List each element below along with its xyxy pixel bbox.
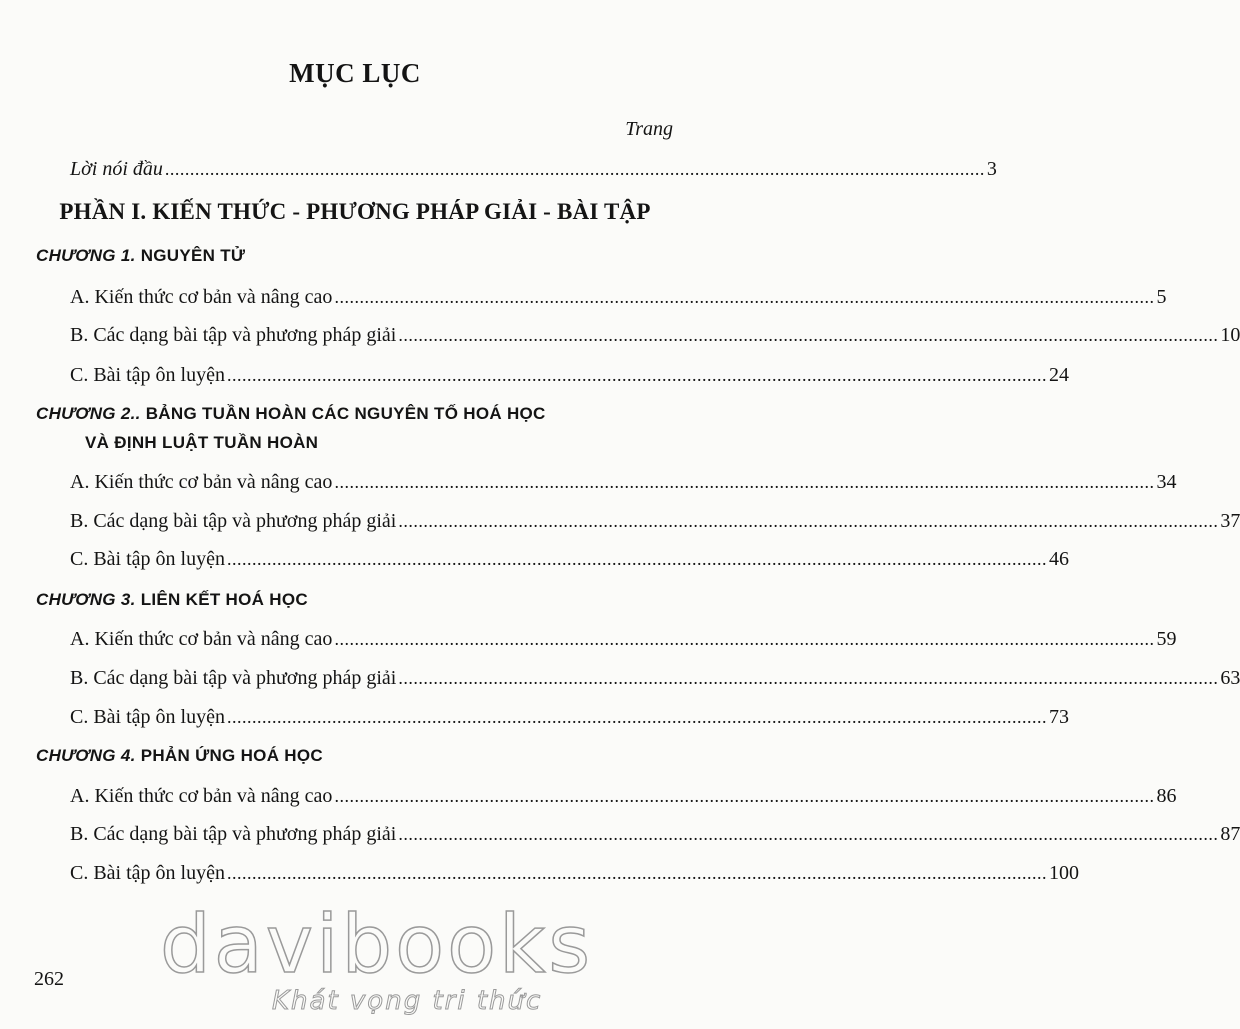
toc-entry[interactable] [70, 324, 1240, 347]
toc-entry-page: 46 [1048, 548, 1069, 570]
chapter-title: LIÊN KẾT HOÁ HỌC [140, 590, 308, 609]
toc-entry-page: 24 [1048, 364, 1069, 386]
dot-leader: .................................................................................................................................................................... [164, 159, 985, 179]
toc-entry-label: C. Bài tập ôn luyện [70, 706, 225, 728]
chapter-heading-3: CHƯƠNG 3. LIÊN KẾT HOÁ HỌC [36, 590, 308, 609]
dot-leader: .................................................................................................................................................................... [398, 668, 1219, 688]
toc-entry-page: 5 [1156, 286, 1167, 308]
watermark-logo: davibooks [160, 898, 594, 991]
toc-entry-label: C. Bài tập ôn luyện [70, 548, 225, 570]
toc-entry[interactable] [70, 364, 1069, 387]
toc-entry-label: B. Các dạng bài tập và phương pháp giải [70, 823, 397, 845]
toc-entry-page: 63 [1220, 667, 1240, 689]
dot-leader: .................................................................................................................................................................... [398, 824, 1219, 844]
toc-entry-page: 73 [1048, 706, 1069, 728]
toc-entry-page: 34 [1156, 471, 1177, 493]
dot-leader: .................................................................................................................................................................... [334, 629, 1155, 649]
toc-entry-page: 10 [1220, 324, 1240, 346]
toc-entry-label: B. Các dạng bài tập và phương pháp giải [70, 667, 397, 689]
part-heading: PHẦN I. KIẾN THỨC - PHƯƠNG PHÁP GIẢI - BÀI TẬP [59, 199, 651, 224]
chapter-title: BẢNG TUẦN HOÀN CÁC NGUYÊN TỐ HOÁ HỌC [145, 404, 546, 423]
toc-entry-label: B. Các dạng bài tập và phương pháp giải [70, 510, 397, 532]
chapter-title-line2: VÀ ĐỊNH LUẬT TUẦN HOÀN [85, 433, 319, 452]
dot-leader: .................................................................................................................................................................... [226, 365, 1047, 385]
toc-entry-preface[interactable] [70, 158, 997, 181]
page-number: 262 [34, 968, 64, 990]
toc-entry-label: A. Kiến thức cơ bản và nâng cao [70, 785, 333, 807]
toc-entry-label: C. Bài tập ôn luyện [70, 364, 225, 386]
toc-entry[interactable] [70, 862, 1079, 885]
toc-entry-page: 3 [986, 158, 997, 180]
toc-entry[interactable] [70, 706, 1069, 729]
chapter-heading-2: CHƯƠNG 2.. BẢNG TUẦN HOÀN CÁC NGUYÊN TỐ HOÁ HỌC [36, 404, 546, 423]
chapter-heading-4: CHƯƠNG 4. PHẢN ỨNG HOÁ HỌC [36, 746, 323, 765]
toc-entry[interactable] [70, 785, 1177, 808]
toc-entry-label: Lời nói đầu [70, 158, 163, 180]
toc-entry-page: 86 [1156, 785, 1177, 807]
dot-leader: .................................................................................................................................................................... [398, 325, 1219, 345]
dot-leader: .................................................................................................................................................................... [226, 863, 1047, 883]
toc-entry-label: C. Bài tập ôn luyện [70, 862, 225, 884]
dot-leader: .................................................................................................................................................................... [226, 549, 1047, 569]
chapter-title: PHẢN ỨNG HOÁ HỌC [140, 746, 323, 765]
toc-entry-page: 100 [1048, 862, 1079, 884]
page-title: MỤC LỤC [289, 58, 421, 88]
toc-entry[interactable] [70, 286, 1167, 309]
toc-entry-page: 37 [1220, 510, 1240, 532]
chapter-title: NGUYÊN TỬ [140, 246, 246, 265]
dot-leader: .................................................................................................................................................................... [334, 287, 1155, 307]
page-column-header: Trang [625, 118, 673, 140]
toc-entry[interactable] [70, 471, 1177, 494]
dot-leader: .................................................................................................................................................................... [334, 472, 1155, 492]
dot-leader: .................................................................................................................................................................... [226, 707, 1047, 727]
dot-leader: .................................................................................................................................................................... [398, 511, 1219, 531]
toc-entry-label: A. Kiến thức cơ bản và nâng cao [70, 286, 333, 308]
toc-entry[interactable] [70, 548, 1069, 571]
toc-entry-label: A. Kiến thức cơ bản và nâng cao [70, 628, 333, 650]
toc-entry-label: A. Kiến thức cơ bản và nâng cao [70, 471, 333, 493]
toc-entry-label: B. Các dạng bài tập và phương pháp giải [70, 324, 397, 346]
toc-entry[interactable] [70, 823, 1240, 846]
toc-entry[interactable] [70, 667, 1240, 690]
toc-entry[interactable] [70, 510, 1240, 533]
watermark-tagline: Khát vọng tri thức [272, 986, 543, 1016]
toc-entry-page: 87 [1220, 823, 1240, 845]
chapter-heading-1: CHƯƠNG 1. NGUYÊN TỬ [36, 246, 246, 265]
dot-leader: .................................................................................................................................................................... [334, 786, 1155, 806]
toc-entry[interactable] [70, 628, 1177, 651]
toc-entry-page: 59 [1156, 628, 1177, 650]
